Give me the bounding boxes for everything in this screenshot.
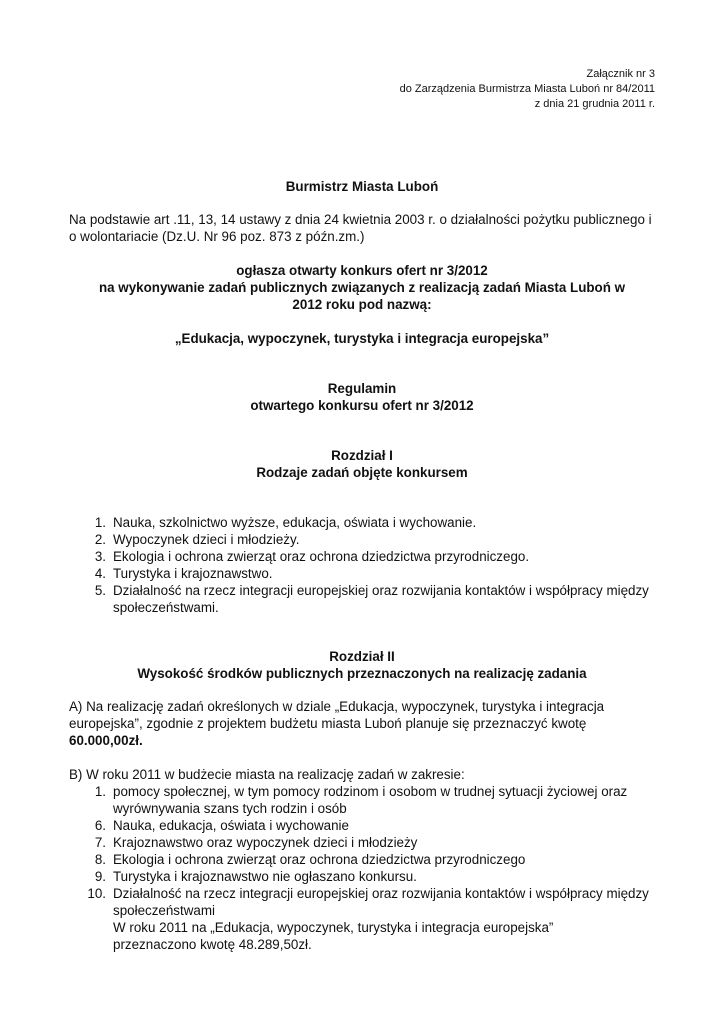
annex-header	[400, 67, 655, 112]
list-item: 7. Krajoznawstwo oraz wypoczynek dzieci i młodzieży	[94, 835, 418, 850]
regulations-heading: Regulamin	[327, 381, 397, 396]
list-item: 4. Turystyka i krajoznawstwo.	[94, 566, 273, 581]
annex-ordinance: do Zarządzenia Burmistrza Miasta Luboń nr 84/2011	[399, 83, 655, 95]
chapter-2-title: Wysokość środków publicznych przeznaczonych na realizację zadania	[137, 666, 587, 681]
list-item: 1. Nauka, szkolnictwo wyższe, edukacja, oświata i wychowanie.	[94, 515, 477, 530]
funding-paragraph-b: B) W roku 2011 w budżecie miasta na realizację zadań w zakresie:	[69, 767, 465, 782]
list-item: 5. Działalność na rzecz integracji europejskiej oraz rozwijania kontaktów i współpracy między społeczeństwami.	[94, 583, 649, 615]
summary-line-2: przeznaczono kwotę 48.289,50zł.	[113, 937, 312, 952]
regulations-subheading: otwartego konkursu ofert nr 3/2012	[250, 398, 474, 413]
document-title: Burmistrz Miasta Luboń	[285, 179, 439, 194]
list-item: 9. Turystyka i krajoznawstwo nie ogłaszano konkursu.	[94, 869, 417, 884]
announcement-line-1: ogłasza otwarty konkurs ofert nr 3/2012	[236, 263, 488, 278]
chapter-1-task-list	[84, 514, 664, 616]
funding-paragraph-a: A) Na realizację zadań określonych w dziale „Edukacja, wypoczynek, turystyka i integracja europejska”, zgodnie z projektem budżetu miasta Luboń planuje się przeznaczyć kwotę 60.000,00zł.	[69, 699, 605, 748]
list-item: 2. Wypoczynek dzieci i młodzieży.	[94, 532, 300, 547]
list-item: 1. pomocy społecznej, w tym pomocy rodzinom i osobom w trudnej sytuacji życiowej oraz wyrównywania szans tych rodzin i osób	[94, 784, 628, 816]
list-item: 8. Ekologia i ochrona zwierząt oraz ochrona dziedzictwa przyrodniczego	[94, 852, 526, 867]
chapter-2-task-list	[84, 783, 664, 953]
annex-date: z dnia 21 grudnia 2011 r.	[534, 98, 655, 110]
competition-name: „Edukacja, wypoczynek, turystyka i integracja europejska”	[174, 331, 550, 346]
chapter-2-number: Rozdział II	[329, 649, 395, 664]
legal-basis: Na podstawie art .11, 13, 14 ustawy z dnia 24 kwietnia 2003 r. o działalności pożytku publicznego i o wolontariacie (Dz.U. Nr 96 poz. 873 z późn.zm.)	[69, 212, 652, 244]
summary-line-1: W roku 2011 na „Edukacja, wypoczynek, turystyka i integracja europejska”	[113, 920, 554, 935]
chapter-1-title: Rodzaje zadań objęte konkursem	[256, 465, 468, 480]
announcement-line-3: 2012 roku pod nazwą:	[292, 297, 432, 312]
chapter-1-number: Rozdział I	[331, 448, 393, 463]
annex-number: Załącznik nr 3	[586, 68, 655, 80]
list-item: 10. Działalność na rzecz integracji europejskiej oraz rozwijania kontaktów i współpracy między społeczeństwami W roku 2011 na „Edukacja, wypoczynek, turystyka i integracja europejska” przeznaczono kwotę 48.289,50zł.	[84, 885, 664, 953]
list-item: 6. Nauka, edukacja, oświata i wychowanie	[94, 818, 349, 833]
planned-amount: 60.000,00zł.	[69, 733, 143, 748]
announcement-line-2: na wykonywanie zadań publicznych związanych z realizacją zadań Miasta Luboń w	[98, 280, 626, 295]
list-item: 3. Ekologia i ochrona zwierząt oraz ochrona dziedzictwa przyrodniczego.	[94, 549, 530, 564]
